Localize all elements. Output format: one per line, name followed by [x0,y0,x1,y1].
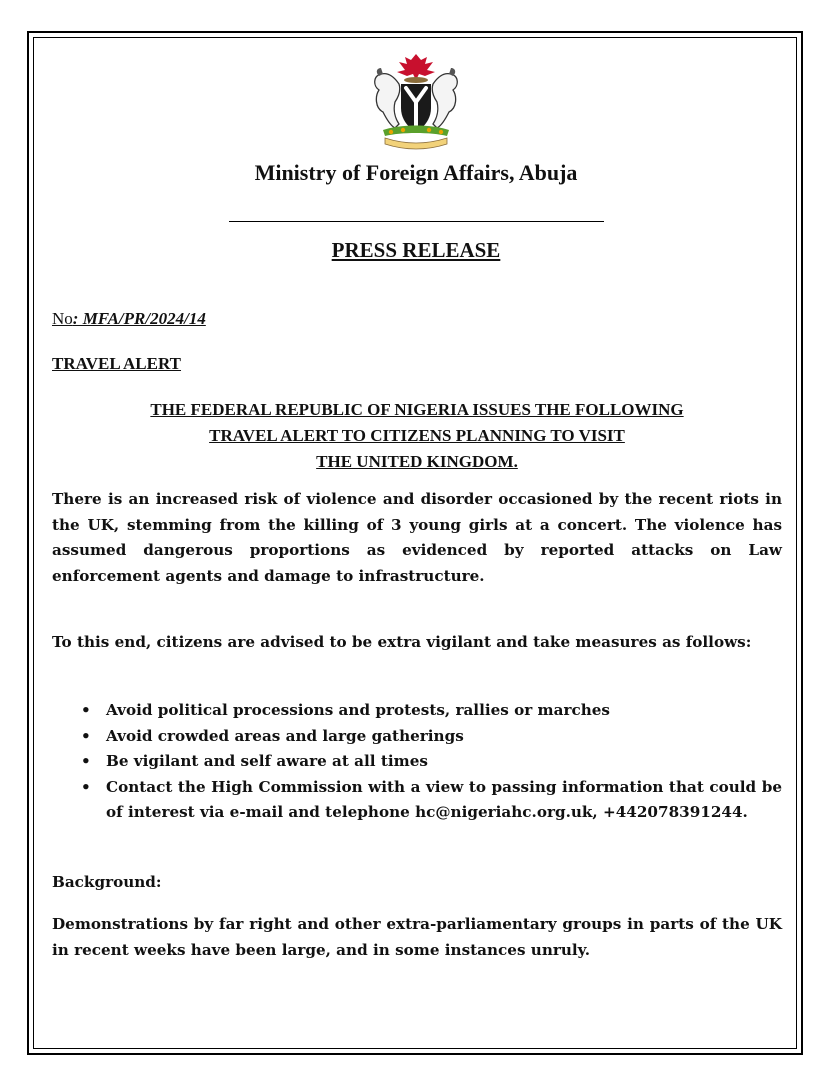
list-item-text: Be vigilant and self aware at all times [106,752,428,770]
reference-label: No [52,309,73,328]
list-item-text: Contact the High Commission with a view to passing information that could be of interest via e-mail and telephone hc@nigeriahc.org.uk, +442078391244. [106,777,782,821]
advice-list [52,698,782,826]
ministry-title: Ministry of Foreign Affairs, Abuja [254,160,578,185]
advice-paragraph: To this end, citizens are advised to be extra vigilant and take measures as follows: [52,633,752,651]
bullet-icon: • [81,726,91,745]
list-item [52,724,782,750]
reference-value: : MFA/PR/2024/14 [72,309,206,328]
background-paragraph: Demonstrations by far right and other extra-parliamentary groups in parts of the UK in recent weeks have been large, and in some instances unruly. [52,915,782,959]
list-item-text: Avoid crowded areas and large gatherings [106,726,464,745]
list-item [52,698,782,724]
bullet-icon: • [81,777,91,796]
background-label: Background: [52,873,162,891]
travel-alert-label: TRAVEL ALERT [52,354,182,373]
nigeria-coat-of-arms-icon [361,50,471,150]
bullet-icon: • [81,701,91,719]
bullet-icon: • [81,752,91,770]
title-rule [229,221,604,222]
risk-paragraph: There is an increased risk of violence and disorder occasioned by the recent riots in the UK, stemming from the killing of 3 young girls at a concert. The violence has assumed dangerous proportions as evidenced by reported attacks on Law enforcement agents and damage to infrastructure. [52,490,782,585]
list-item [52,775,782,826]
headline-line-1: THE FEDERAL REPUBLIC OF NIGERIA ISSUES THE FOLLOWING [150,400,684,419]
list-item-text: Avoid political processions and protests, rallies or marches [106,701,610,719]
alert-headline [52,397,782,475]
headline-line-2: TRAVEL ALERT TO CITIZENS PLANNING TO VISIT [209,426,625,445]
list-item [52,749,782,775]
press-release-heading: PRESS RELEASE [331,238,501,262]
headline-line-3: THE UNITED KINGDOM. [316,452,518,471]
reference-number [52,309,206,329]
